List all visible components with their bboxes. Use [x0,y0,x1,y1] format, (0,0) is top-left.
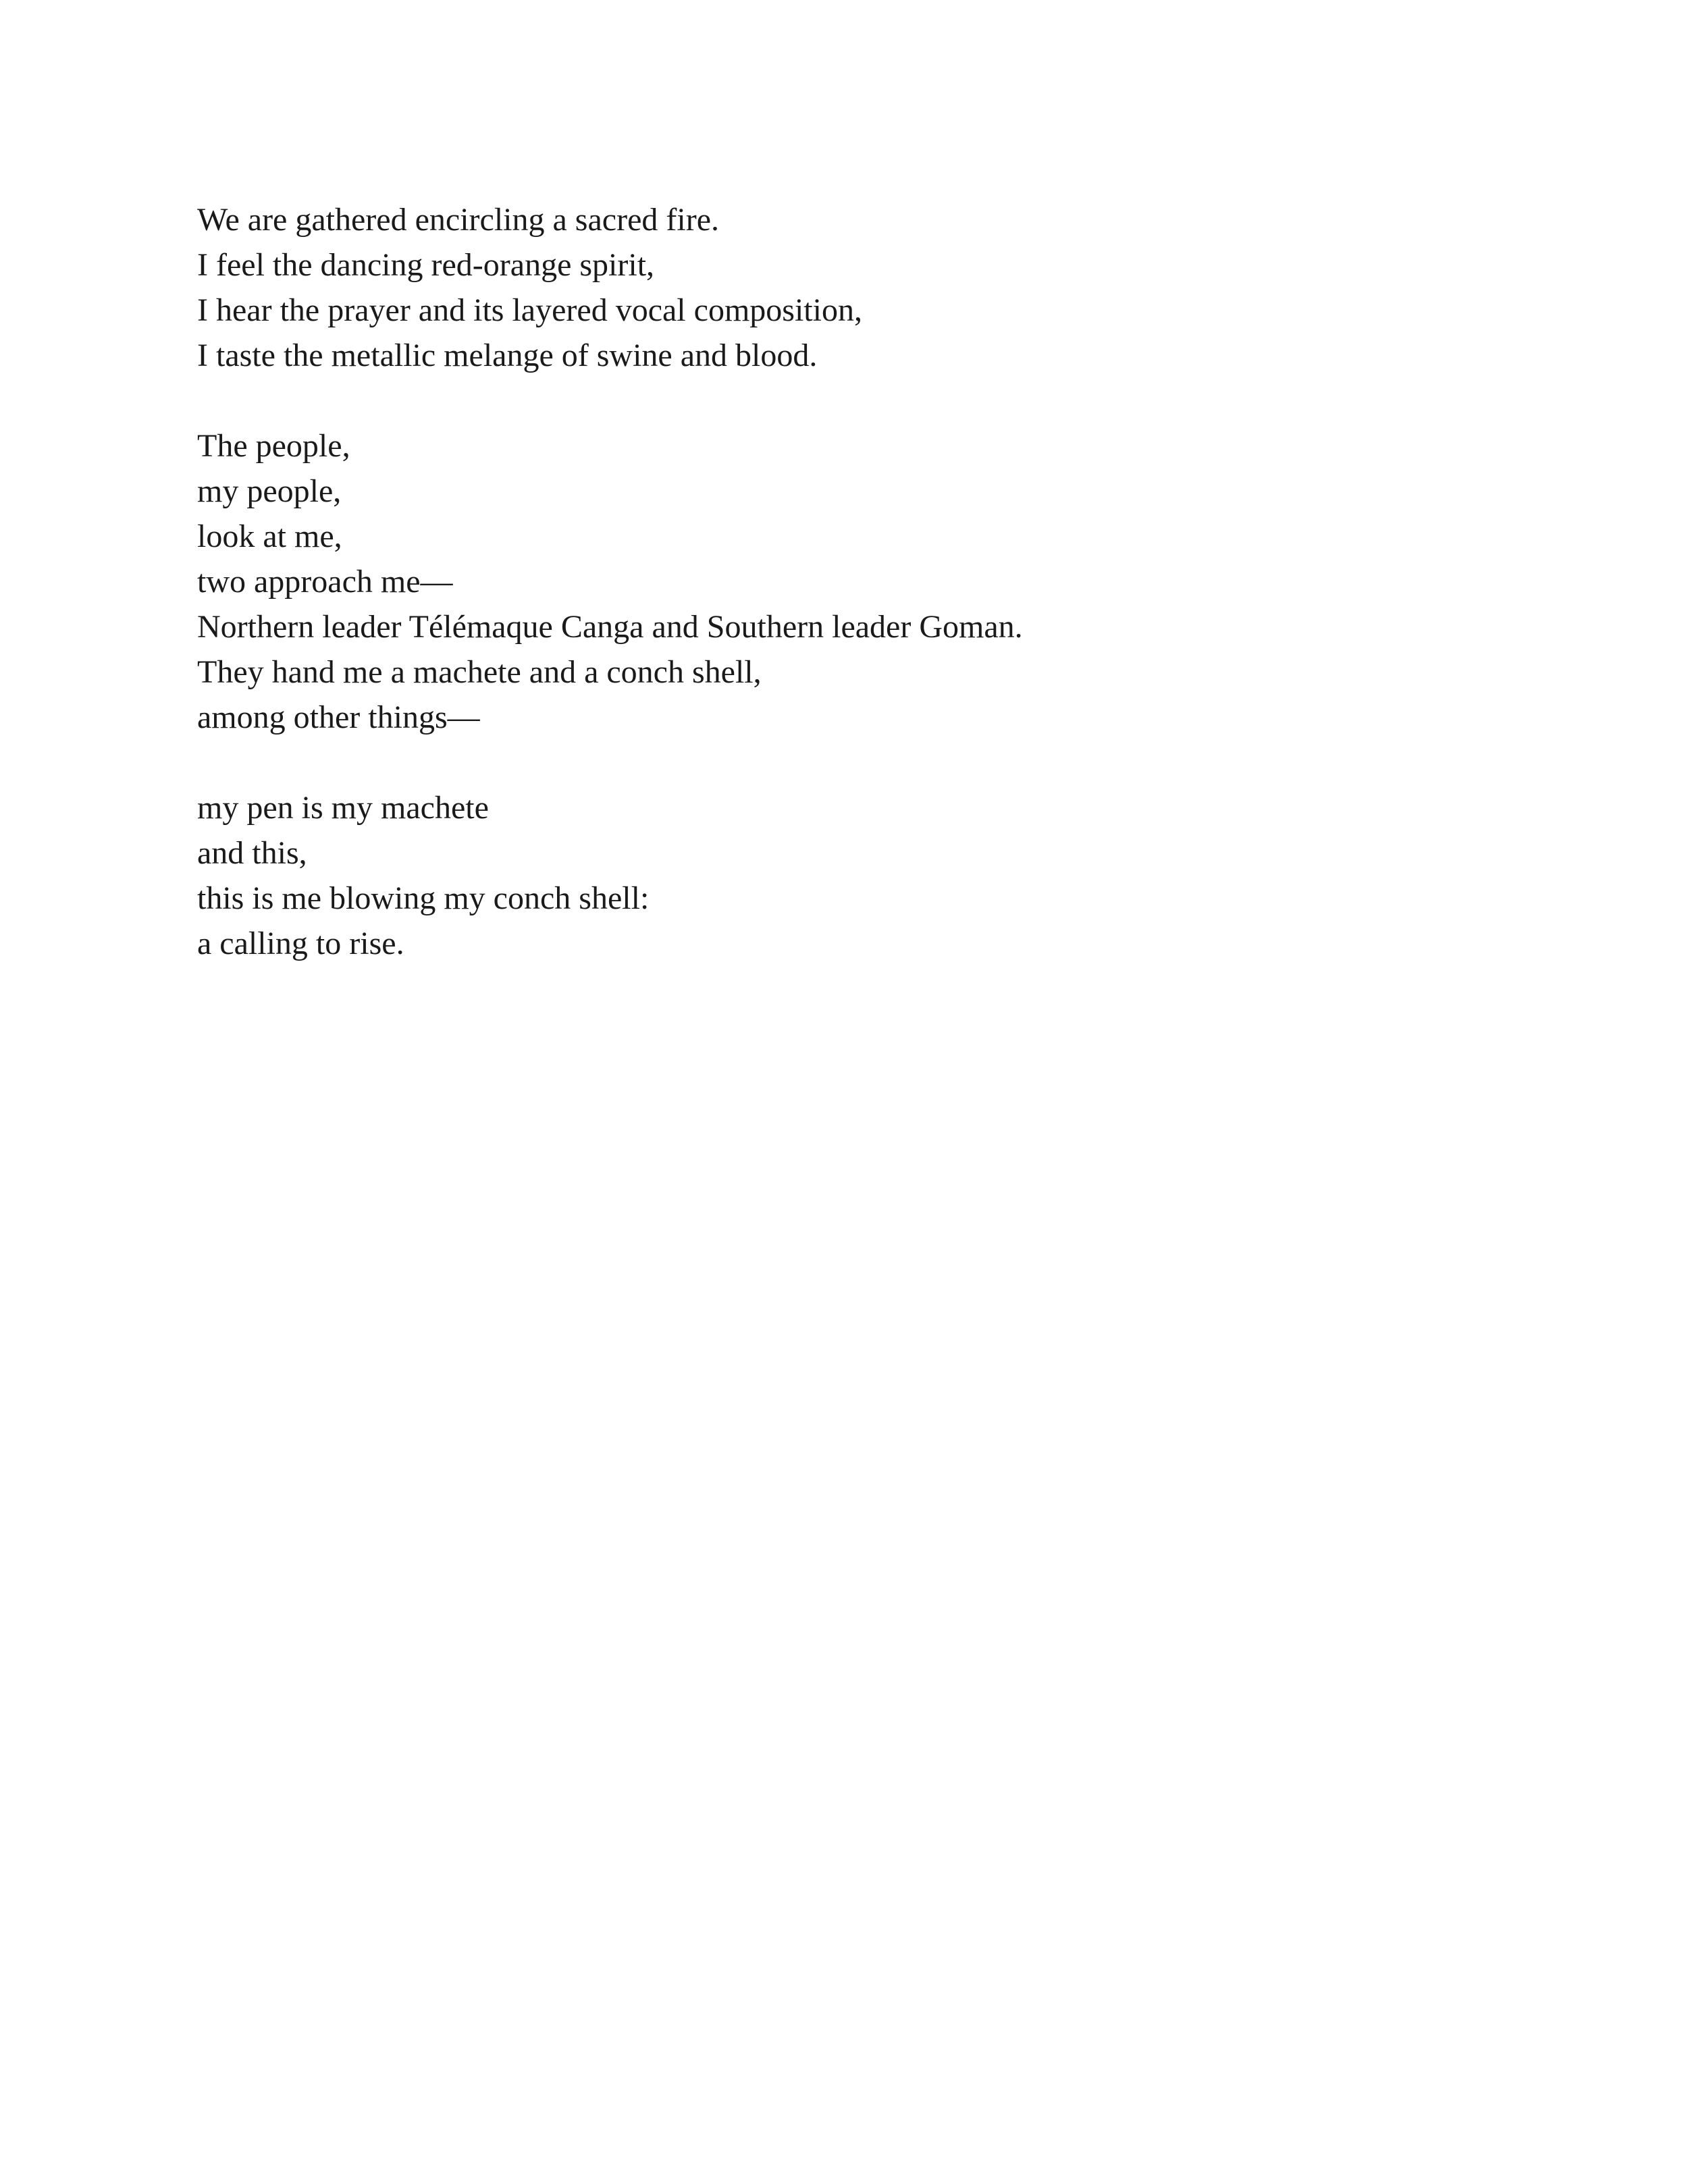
stanza-3 [197,785,1548,966]
poem-line: I taste the metallic melange of swine and blood. [197,338,818,373]
poem-line: my people, [197,473,342,509]
poem-line: two approach me— [197,564,453,600]
poem-line: my pen is my machete [197,790,489,826]
poem-line: Northern leader Télémaque Canga and Southern leader Goman. [197,609,1023,645]
poem-line: They hand me a machete and a conch shell, [197,654,762,690]
poem-body [197,197,1548,966]
poem-line: look at me, [197,518,342,554]
stanza-1 [197,197,1548,378]
poem-line: I hear the prayer and its layered vocal composition, [197,292,862,328]
poem-line: I feel the dancing red-orange spirit, [197,247,655,283]
stanza-2 [197,423,1548,740]
poem-line: a calling to rise. [197,926,404,961]
poem-line: this is me blowing my conch shell: [197,880,650,916]
poem-line: among other things— [197,699,480,735]
poem-line: The people, [197,428,350,464]
poem-line: and this, [197,835,307,871]
poem-line: We are gathered encircling a sacred fire. [197,202,719,238]
